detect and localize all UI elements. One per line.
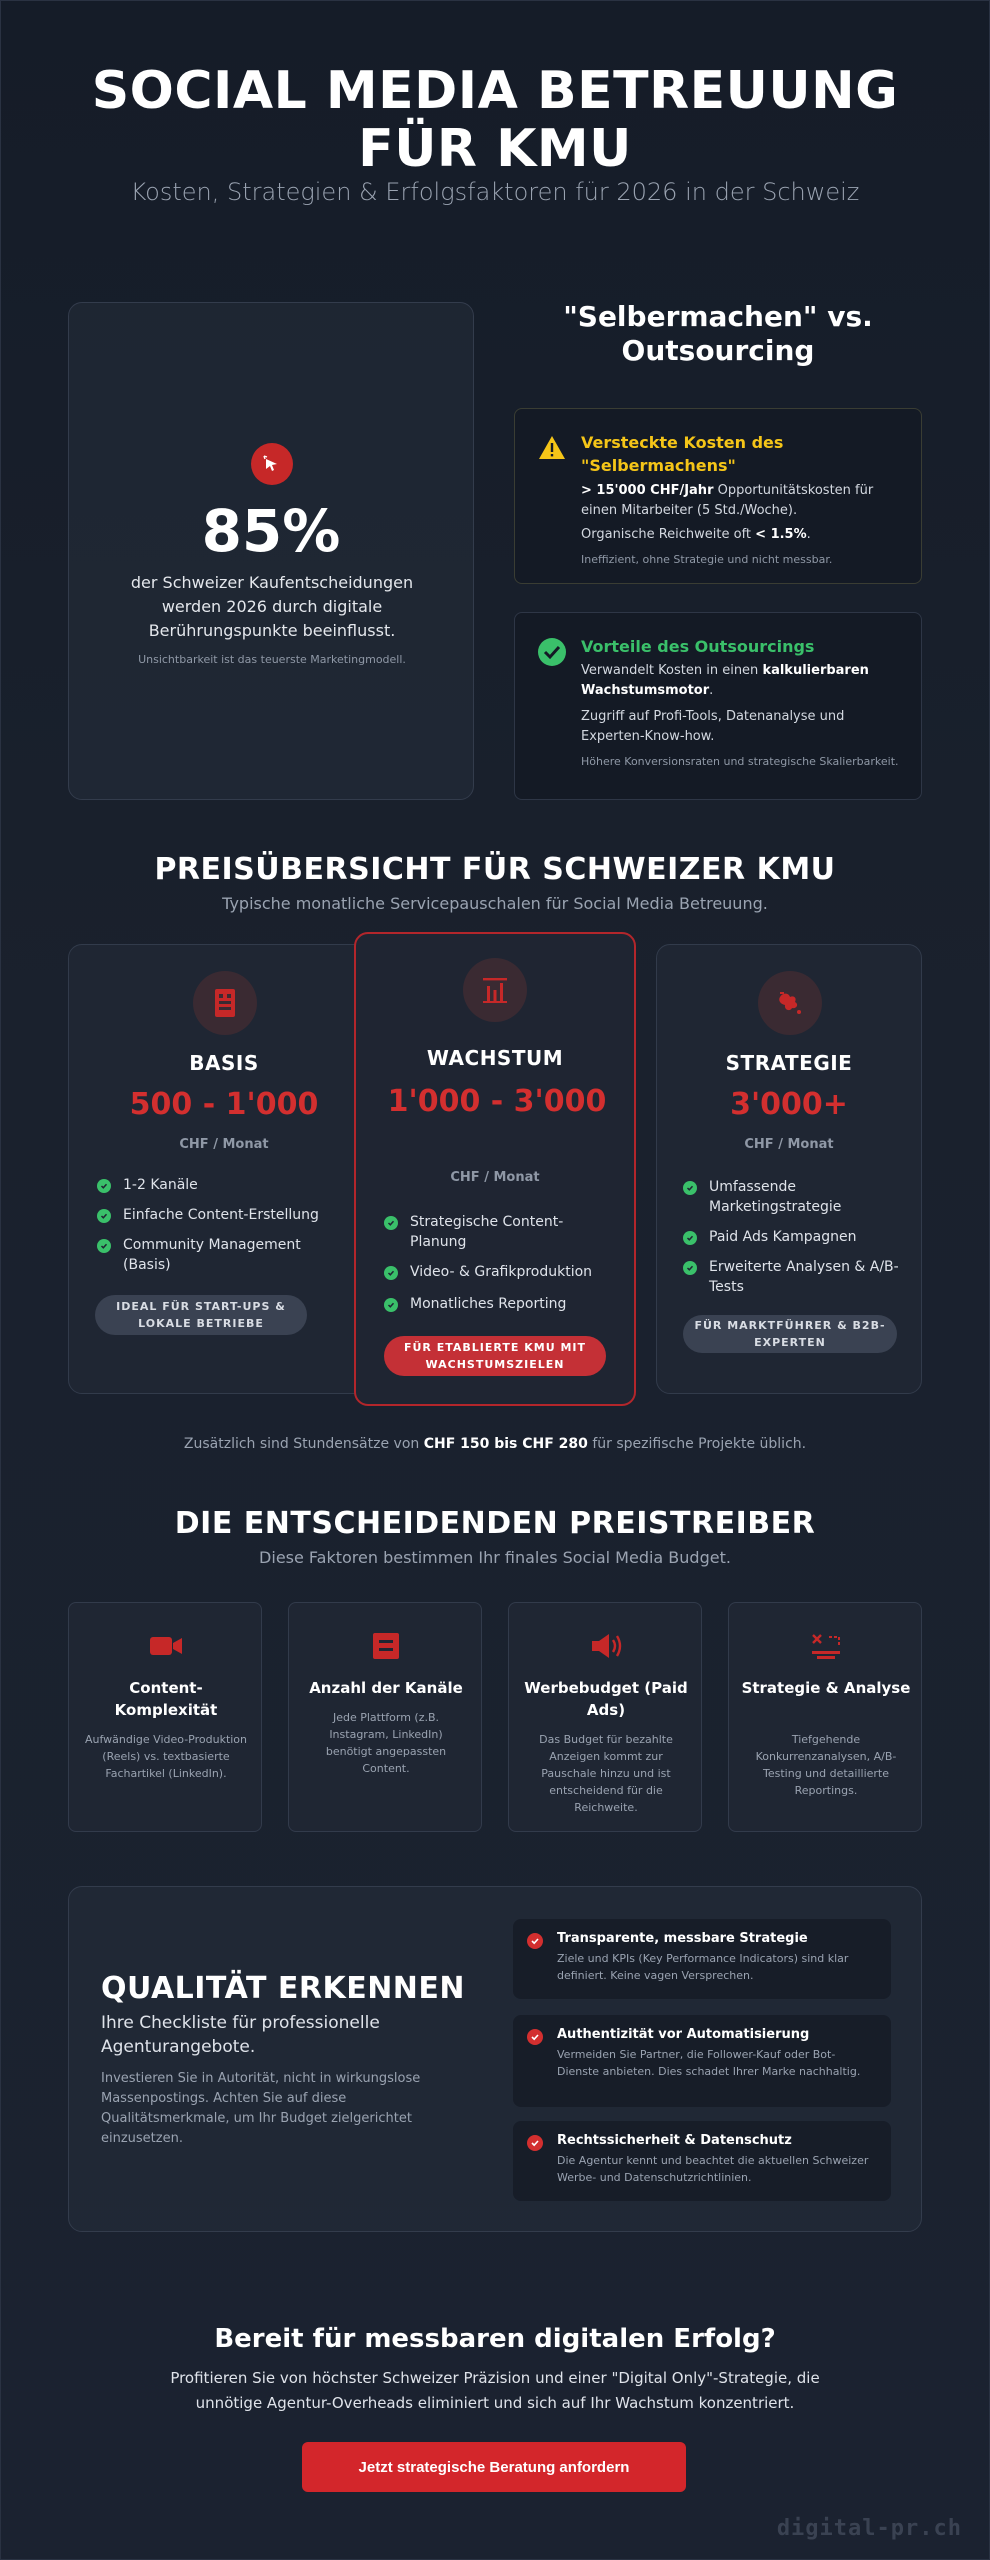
page-subtitle: Kosten, Strategien & Erfolgsfaktoren für 2026 in der Schweiz	[130, 178, 860, 206]
driver-card	[68, 1602, 262, 1832]
chess-icon	[809, 1629, 843, 1663]
check-icon	[527, 1933, 543, 1949]
cta-title: Bereit für messbaren digitalen Erfolg?	[214, 2324, 776, 2354]
plan-unit: CHF / Monat	[450, 1170, 540, 1185]
check-icon	[527, 2135, 543, 2151]
diy-costs-p2: Organische Reichweite oft < 1.5%.	[581, 527, 811, 542]
plan-price: 3'000+	[730, 1087, 848, 1122]
plan-feature: Monatliches Reporting	[384, 1294, 614, 1314]
driver-card	[288, 1602, 482, 1832]
check-icon	[683, 1181, 697, 1195]
video-camera-icon	[149, 1629, 183, 1663]
quality-item	[513, 1919, 891, 1999]
quality-item-title: Rechtssicherheit & Datenschutz	[557, 2133, 792, 2148]
check-icon	[384, 1216, 398, 1230]
plan-feature: Erweiterte Analysen & A/B-Tests	[683, 1257, 903, 1297]
quality-item-title: Authentizität vor Automatisierung	[557, 2027, 810, 2042]
driver-card	[728, 1602, 922, 1832]
plan-price: 500 - 1'000	[129, 1087, 319, 1122]
plan-price: 1'000 - 3'000	[387, 1084, 607, 1119]
check-icon	[97, 1179, 111, 1193]
hourly-rate-note: Zusätzlich sind Stundensätze von CHF 150 bis CHF 280 für spezifische Projekte üblich.	[183, 1436, 807, 1452]
plan-card-strategie	[656, 944, 922, 1394]
driver-text: Tiefgehende Konkurrenzanalysen, A/B-Testing und detaillierte Reportings.	[755, 1733, 897, 1797]
pricing-subtitle: Typische monatliche Servicepauschalen für Social Media Betreuung.	[222, 894, 768, 913]
plan-feature: Paid Ads Kampagnen	[683, 1227, 903, 1247]
plan-feature: 1-2 Kanäle	[97, 1175, 357, 1195]
outsourcing-p2: Zugriff auf Profi-Tools, Datenanalyse und Experten-Know-how.	[581, 709, 845, 744]
quality-item	[513, 2015, 891, 2107]
driver-title: Werbebudget (Paid Ads)	[524, 1679, 688, 1719]
driver-text: Aufwändige Video-Produktion (Reels) vs. textbasierte Fachartikel (LinkedIn).	[85, 1733, 248, 1780]
pricing-title: PREISÜBERSICHT FÜR SCHWEIZER KMU	[154, 852, 836, 887]
stat-text: der Schweizer Kaufentscheidungen werden 2026 durch digitale Berührungspunkte beeinflusst.	[130, 573, 414, 640]
check-icon	[384, 1298, 398, 1312]
driver-text: Das Budget für bezahlte Anzeigen kommt zur Pauschale hinzu und ist entscheidend für die Reichweite.	[539, 1733, 673, 1814]
check-icon	[384, 1266, 398, 1280]
quality-item-text: Die Agentur kennt und beachtet die aktuellen Schweizer Werbe- und Datenschutzrichtlinien.	[557, 2154, 869, 2184]
plan-card-wachstum	[354, 932, 636, 1406]
check-icon	[683, 1231, 697, 1245]
plan-feature: Strategische Content-Planung	[384, 1212, 604, 1252]
building-icon	[193, 971, 257, 1035]
diy-costs-small: Ineffizient, ohne Strategie und nicht messbar.	[581, 553, 833, 566]
diy-costs-title: Versteckte Kosten des "Selbermachens"	[581, 433, 784, 475]
plan-card-basis	[68, 944, 380, 1394]
stat-number: 85%	[201, 497, 341, 565]
check-icon	[683, 1261, 697, 1275]
cta-text: Profitieren Sie von höchster Schweizer Präzision und einer "Digital Only"-Strategie, die unnötige Agentur-Overheads eliminiert und sich auf Ihr Wachstum konzentriert.	[170, 2369, 820, 2412]
brand-watermark: digital-pr.ch	[776, 2516, 962, 2541]
plan-feature: Video- & Grafikproduktion	[384, 1262, 614, 1282]
stat-card	[68, 302, 474, 800]
driver-title: Anzahl der Kanäle	[309, 1679, 463, 1697]
plan-unit: CHF / Monat	[179, 1137, 269, 1152]
megaphone-icon	[589, 1629, 623, 1663]
check-icon	[97, 1239, 111, 1253]
list-icon	[369, 1629, 403, 1663]
strategy-icon	[758, 971, 822, 1035]
plan-name: BASIS	[189, 1051, 259, 1075]
quality-item-text: Ziele und KPIs (Key Performance Indicators) sind klar definiert. Keine vagen Versprechen.	[557, 1952, 849, 1982]
driver-text: Jede Plattform (z.B. Instagram, LinkedIn) benötigt angepassten Content.	[325, 1711, 447, 1775]
drivers-title: DIE ENTSCHEIDENDEN PREISTREIBER	[174, 1506, 816, 1541]
outsourcing-box	[514, 612, 922, 800]
quality-item-text: Vermeiden Sie Partner, die Follower-Kauf oder Bot-Dienste anbieten. Dies schadet Ihrer Marke nachhaltig.	[557, 2048, 861, 2078]
outsourcing-small: Höhere Konversionsraten und strategische Skalierbarkeit.	[581, 755, 899, 768]
driver-title: Strategie & Analyse	[741, 1679, 911, 1697]
plan-tag: IDEAL FÜR START-UPS & LOKALE BETRIEBE	[95, 1295, 307, 1335]
quality-item-title: Transparente, messbare Strategie	[557, 1931, 808, 1946]
warning-icon	[537, 433, 567, 463]
check-circle-icon	[537, 637, 567, 667]
check-icon	[97, 1209, 111, 1223]
consultation-request-button[interactable]: Jetzt strategische Beratung anfordern	[302, 2442, 686, 2492]
driver-title: Content-Komplexität	[114, 1679, 218, 1719]
quality-text: Investieren Sie in Autorität, nicht in wirkungslose Massenpostings. Achten Sie auf diese Qualitätsmerkmale, um Ihr Budget zielgerichtet einzusetzen.	[101, 2071, 421, 2146]
diy-costs-box	[514, 408, 922, 584]
drivers-subtitle: Diese Faktoren bestimmen Ihr finales Social Media Budget.	[259, 1548, 731, 1567]
quality-item	[513, 2121, 891, 2201]
growth-chart-icon	[463, 958, 527, 1022]
cursor-click-icon	[251, 443, 293, 485]
plan-unit: CHF / Monat	[744, 1137, 834, 1152]
outsourcing-title: Vorteile des Outsourcings	[581, 637, 815, 656]
comparison-title: "Selbermachen" vs. Outsourcing	[563, 300, 873, 367]
quality-subtitle: Ihre Checkliste für professionelle Agenturangebote.	[101, 2013, 380, 2057]
plan-feature: Einfache Content-Erstellung	[97, 1205, 357, 1225]
outsourcing-p1: Verwandelt Kosten in einen kalkulierbaren Wachstumsmotor.	[581, 663, 869, 698]
plan-name: WACHSTUM	[426, 1046, 564, 1070]
plan-name: STRATEGIE	[725, 1051, 853, 1075]
quality-card	[68, 1886, 922, 2232]
plan-tag: FÜR MARKTFÜHRER & B2B-EXPERTEN	[683, 1315, 897, 1353]
driver-card	[508, 1602, 702, 1832]
diy-costs-p1: > 15'000 CHF/Jahr Opportunitätskosten für einen Mitarbeiter (5 Std./Woche).	[581, 483, 874, 518]
page-title: SOCIAL MEDIA BETREUUNG FÜR KMU	[91, 61, 899, 179]
check-icon	[527, 2029, 543, 2045]
plan-tag: FÜR ETABLIERTE KMU MIT WACHSTUMSZIELEN	[384, 1336, 606, 1376]
stat-note: Unsichtbarkeit ist das teuerste Marketingmodell.	[138, 653, 406, 666]
quality-title: QUALITÄT ERKENNEN	[101, 1971, 466, 2006]
plan-feature: Community Management (Basis)	[97, 1235, 327, 1275]
plan-feature: Umfassende Marketingstrategie	[683, 1177, 903, 1217]
